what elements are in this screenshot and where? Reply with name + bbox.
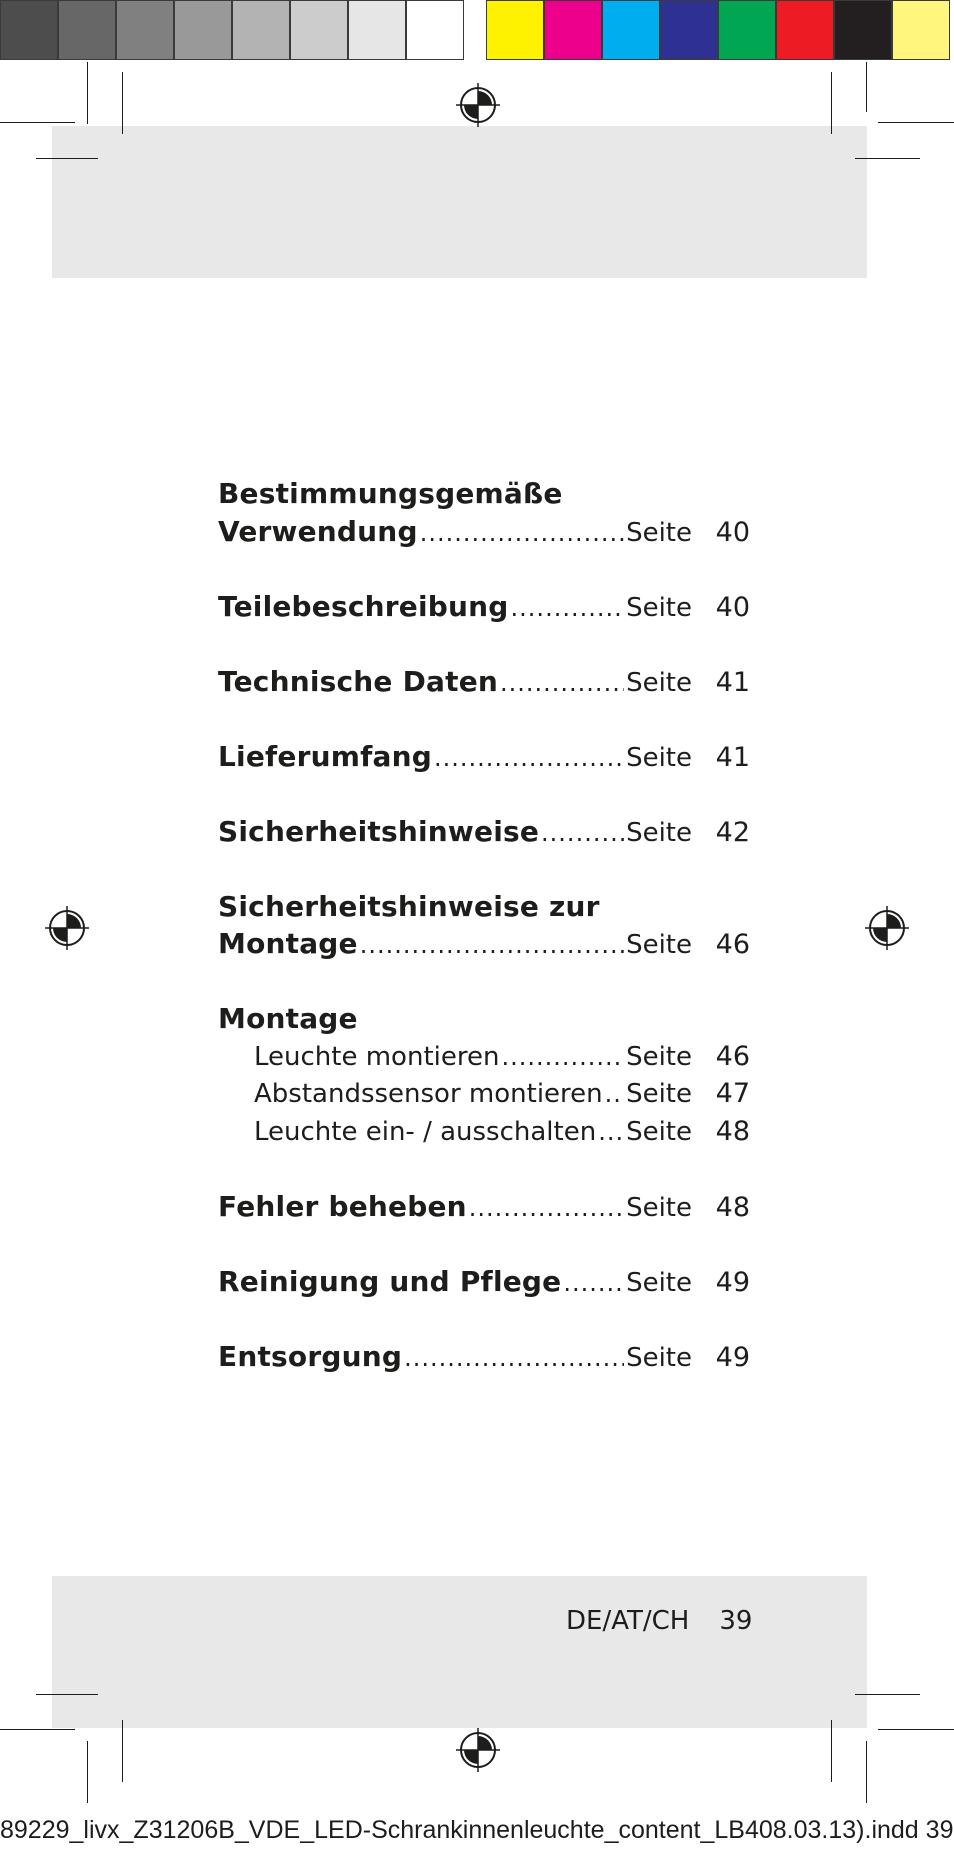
grayscale-calibration-strip	[0, 0, 464, 60]
toc-section	[218, 1000, 750, 1150]
gray-swatch	[406, 0, 464, 60]
toc-seite-label: Seite	[626, 592, 692, 623]
toc-seite-label: Seite	[626, 1079, 692, 1109]
toc-entry-title: Entsorgung	[218, 1339, 403, 1373]
toc-entry[interactable]	[218, 738, 750, 776]
color-swatch	[776, 0, 834, 60]
toc-entry[interactable]	[218, 1338, 750, 1376]
crop-mark	[87, 62, 88, 124]
toc-seite-label: Seite	[626, 742, 692, 773]
registration-mark-icon	[454, 81, 502, 129]
toc-leader-dots	[404, 1340, 624, 1378]
print-slug: 89229_livx_Z31206B_VDE_LED-Schrankinnenleuchte_content_LB408.03.13).indd 39	[0, 1816, 954, 1844]
gray-swatch	[0, 0, 58, 60]
toc-leader-dots	[563, 1265, 624, 1303]
registration-mark-icon	[454, 1726, 502, 1774]
toc-entry[interactable]	[218, 475, 750, 550]
crop-mark	[36, 1694, 98, 1695]
toc-leader-dots	[469, 1190, 624, 1228]
toc-seite-label: Seite	[626, 1267, 692, 1298]
color-swatch	[660, 0, 718, 60]
toc-seite-label: Seite	[626, 1041, 692, 1072]
toc-seite-label: Seite	[626, 517, 692, 548]
crop-mark	[866, 62, 867, 112]
toc-entry-title: Reinigung und Pflege	[218, 1264, 562, 1298]
toc-entry[interactable]	[218, 588, 750, 626]
toc-subentry[interactable]	[218, 1038, 750, 1076]
toc-page-number: 40	[715, 516, 750, 548]
toc-page-number: 49	[715, 1341, 750, 1373]
toc-leader-dots	[500, 665, 624, 703]
gray-swatch	[348, 0, 406, 60]
toc-leader-dots	[598, 1114, 624, 1152]
footer-panel	[52, 1576, 867, 1728]
toc-page-number: 48	[715, 1191, 750, 1223]
toc-subentry[interactable]	[218, 1113, 750, 1151]
color-swatch	[602, 0, 660, 60]
gray-swatch	[290, 0, 348, 60]
toc-entry[interactable]	[218, 888, 750, 963]
toc-entry-title: Verwendung	[218, 514, 418, 548]
toc-entry-title: Sicherheitshinweise	[218, 814, 540, 848]
gray-swatch	[58, 0, 116, 60]
color-swatch	[544, 0, 602, 60]
toc-page-number: 41	[715, 666, 750, 698]
crop-mark	[122, 1720, 123, 1782]
gray-swatch	[116, 0, 174, 60]
toc-seite-label: Seite	[626, 1192, 692, 1223]
toc-entry-title: Montage	[218, 927, 358, 960]
toc-page-number: 41	[715, 741, 750, 773]
toc-leader-dots	[501, 1039, 624, 1077]
toc-leader-dots	[541, 815, 624, 853]
color-calibration-strip	[486, 0, 950, 60]
toc-entry[interactable]	[218, 1188, 750, 1226]
toc-seite-label: Seite	[626, 1116, 692, 1147]
color-swatch	[718, 0, 776, 60]
toc-page-number: 46	[715, 929, 750, 960]
crop-mark	[87, 1741, 88, 1803]
crop-mark	[36, 158, 98, 159]
crop-mark	[855, 1694, 920, 1695]
toc-seite-label: Seite	[626, 930, 692, 960]
table-of-contents	[218, 475, 750, 1375]
crop-mark	[0, 122, 75, 123]
crop-mark	[878, 122, 954, 123]
toc-entry-title-line1: Bestimmungsgemäße	[218, 477, 563, 510]
toc-entry[interactable]	[218, 663, 750, 701]
toc-section-title: Montage	[218, 1002, 358, 1035]
crop-mark	[831, 72, 832, 134]
toc-page-number: 48	[715, 1115, 750, 1147]
toc-page-number: 46	[715, 1040, 750, 1072]
toc-subentry-title: Abstandssensor montieren	[254, 1079, 603, 1109]
toc-seite-label: Seite	[626, 817, 692, 848]
toc-seite-label: Seite	[626, 667, 692, 698]
color-swatch	[892, 0, 950, 60]
toc-page-number: 47	[715, 1078, 750, 1109]
toc-entry-title: Teilebeschreibung	[218, 589, 509, 623]
toc-page-number: 49	[715, 1266, 750, 1298]
toc-subentry-title: Leuchte montieren	[254, 1041, 500, 1072]
gray-swatch	[232, 0, 290, 60]
header-panel	[52, 126, 867, 278]
gray-swatch	[174, 0, 232, 60]
registration-mark-icon	[863, 904, 911, 952]
toc-leader-dots	[605, 1076, 624, 1114]
toc-entry[interactable]	[218, 1263, 750, 1301]
toc-entry-title: Technische Daten	[218, 664, 499, 698]
toc-subentry-title: Leuchte ein- / ausschalten	[254, 1116, 597, 1147]
color-swatch	[834, 0, 892, 60]
toc-leader-dots	[434, 740, 624, 778]
toc-seite-label: Seite	[626, 1342, 692, 1373]
crop-mark	[878, 1729, 954, 1730]
crop-mark	[831, 1720, 832, 1782]
toc-subentry[interactable]	[218, 1075, 750, 1113]
crop-mark	[866, 1741, 867, 1803]
toc-entry[interactable]	[218, 813, 750, 851]
crop-mark	[122, 72, 123, 134]
country-codes: DE/AT/CH	[566, 1606, 690, 1636]
toc-leader-dots	[420, 515, 624, 553]
toc-entry-title: Lieferumfang	[218, 739, 432, 773]
toc-entry-title: Fehler beheben	[218, 1189, 467, 1223]
page-footer	[566, 1606, 752, 1636]
toc-page-number: 40	[715, 591, 750, 623]
color-swatch	[486, 0, 544, 60]
crop-mark	[855, 158, 920, 159]
registration-mark-icon	[43, 904, 91, 952]
toc-leader-dots	[360, 927, 624, 965]
toc-leader-dots	[511, 590, 625, 628]
toc-entry-title-line1: Sicherheitshinweise zur	[218, 889, 600, 923]
crop-mark	[0, 1729, 75, 1730]
page-number: 39	[719, 1606, 753, 1636]
toc-page-number: 42	[715, 816, 750, 848]
